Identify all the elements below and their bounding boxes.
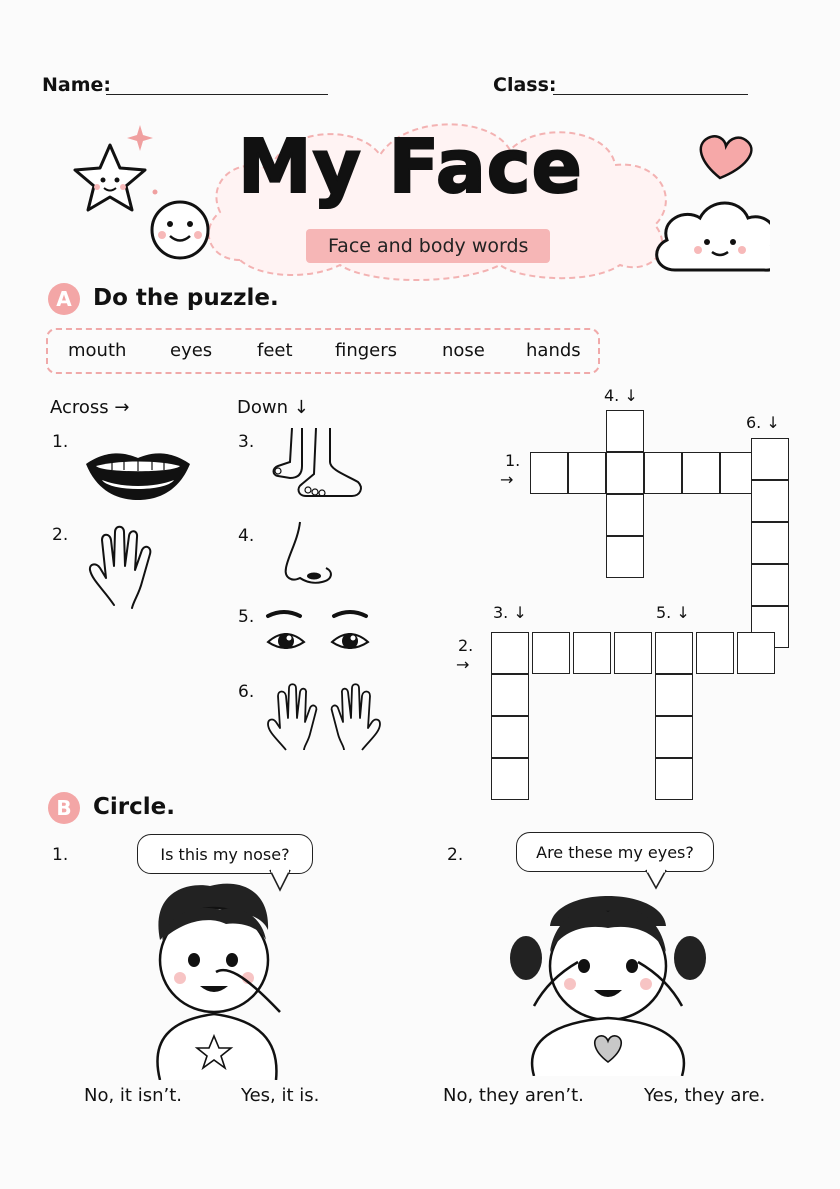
down-heading: Down ↓ [237,397,309,418]
section-a-badge: A [48,283,80,315]
word-bank-item: mouth [68,340,127,361]
grid-label: 2. [458,636,474,655]
crossword-cell[interactable] [655,674,693,716]
grid-label: 3. ↓ [493,603,527,622]
grid-label: 4. ↓ [604,386,638,405]
section-a-title: Do the puzzle. [93,285,279,311]
crossword-cell[interactable] [491,674,529,716]
clue-number: 1. [52,432,69,452]
crossword-cell[interactable] [751,564,789,606]
page-subtitle: Face and body words [306,229,550,263]
crossword-cell[interactable] [568,452,606,494]
answer-option-no[interactable]: No, it isn’t. [84,1085,182,1106]
boy-illustration [130,860,320,1080]
crossword-cell[interactable] [696,632,734,674]
crossword-cell[interactable] [655,632,693,674]
crossword-cell[interactable] [573,632,611,674]
crossword-cell[interactable] [491,758,529,800]
crossword-cell[interactable] [491,716,529,758]
question-number: 2. [447,845,464,865]
answer-option-yes[interactable]: Yes, it is. [241,1085,320,1106]
crossword-cell[interactable] [751,522,789,564]
word-bank-item: eyes [170,340,213,361]
name-label: Name: [42,74,112,96]
answer-option-no[interactable]: No, they aren’t. [443,1085,584,1106]
speech-bubble: Is this my nose? [137,834,313,874]
clue-number: 4. [238,526,255,546]
page-title: My Face [238,124,583,210]
crossword-cell[interactable] [644,452,682,494]
grid-label: 5. ↓ [656,603,690,622]
word-bank-item: nose [442,340,485,361]
crossword-cell[interactable] [737,632,775,674]
crossword-cell[interactable] [751,480,789,522]
crossword-cell[interactable] [530,452,568,494]
clue-number: 5. [238,607,255,627]
crossword-cell[interactable] [606,452,644,494]
crossword-cell[interactable] [491,632,529,674]
grid-arrow: → [456,655,470,674]
clue-number: 6. [238,682,255,702]
grid-arrow: → [500,470,514,489]
word-bank-item: hands [526,340,581,361]
girl-illustration [494,866,724,1076]
class-label: Class: [493,74,557,96]
crossword-cell[interactable] [655,716,693,758]
word-bank-item: fingers [335,340,398,361]
grid-label: 1. [505,451,521,470]
crossword-cell[interactable] [606,536,644,578]
word-bank-item: feet [257,340,293,361]
grid-label: 6. ↓ [746,413,780,432]
crossword-cell[interactable] [655,758,693,800]
answer-option-yes[interactable]: Yes, they are. [644,1085,766,1106]
crossword-cell[interactable] [606,410,644,452]
speech-bubble: Are these my eyes? [516,832,714,872]
crossword-cell[interactable] [682,452,720,494]
crossword-cell[interactable] [606,494,644,536]
crossword-cell[interactable] [532,632,570,674]
clue-number: 2. [52,525,69,545]
across-heading: Across → [50,397,130,418]
section-b-badge: B [48,792,80,824]
question-number: 1. [52,845,69,865]
crossword-cell[interactable] [751,438,789,480]
crossword-cell[interactable] [614,632,652,674]
section-b-title: Circle. [93,794,175,820]
clue-number: 3. [238,432,255,452]
